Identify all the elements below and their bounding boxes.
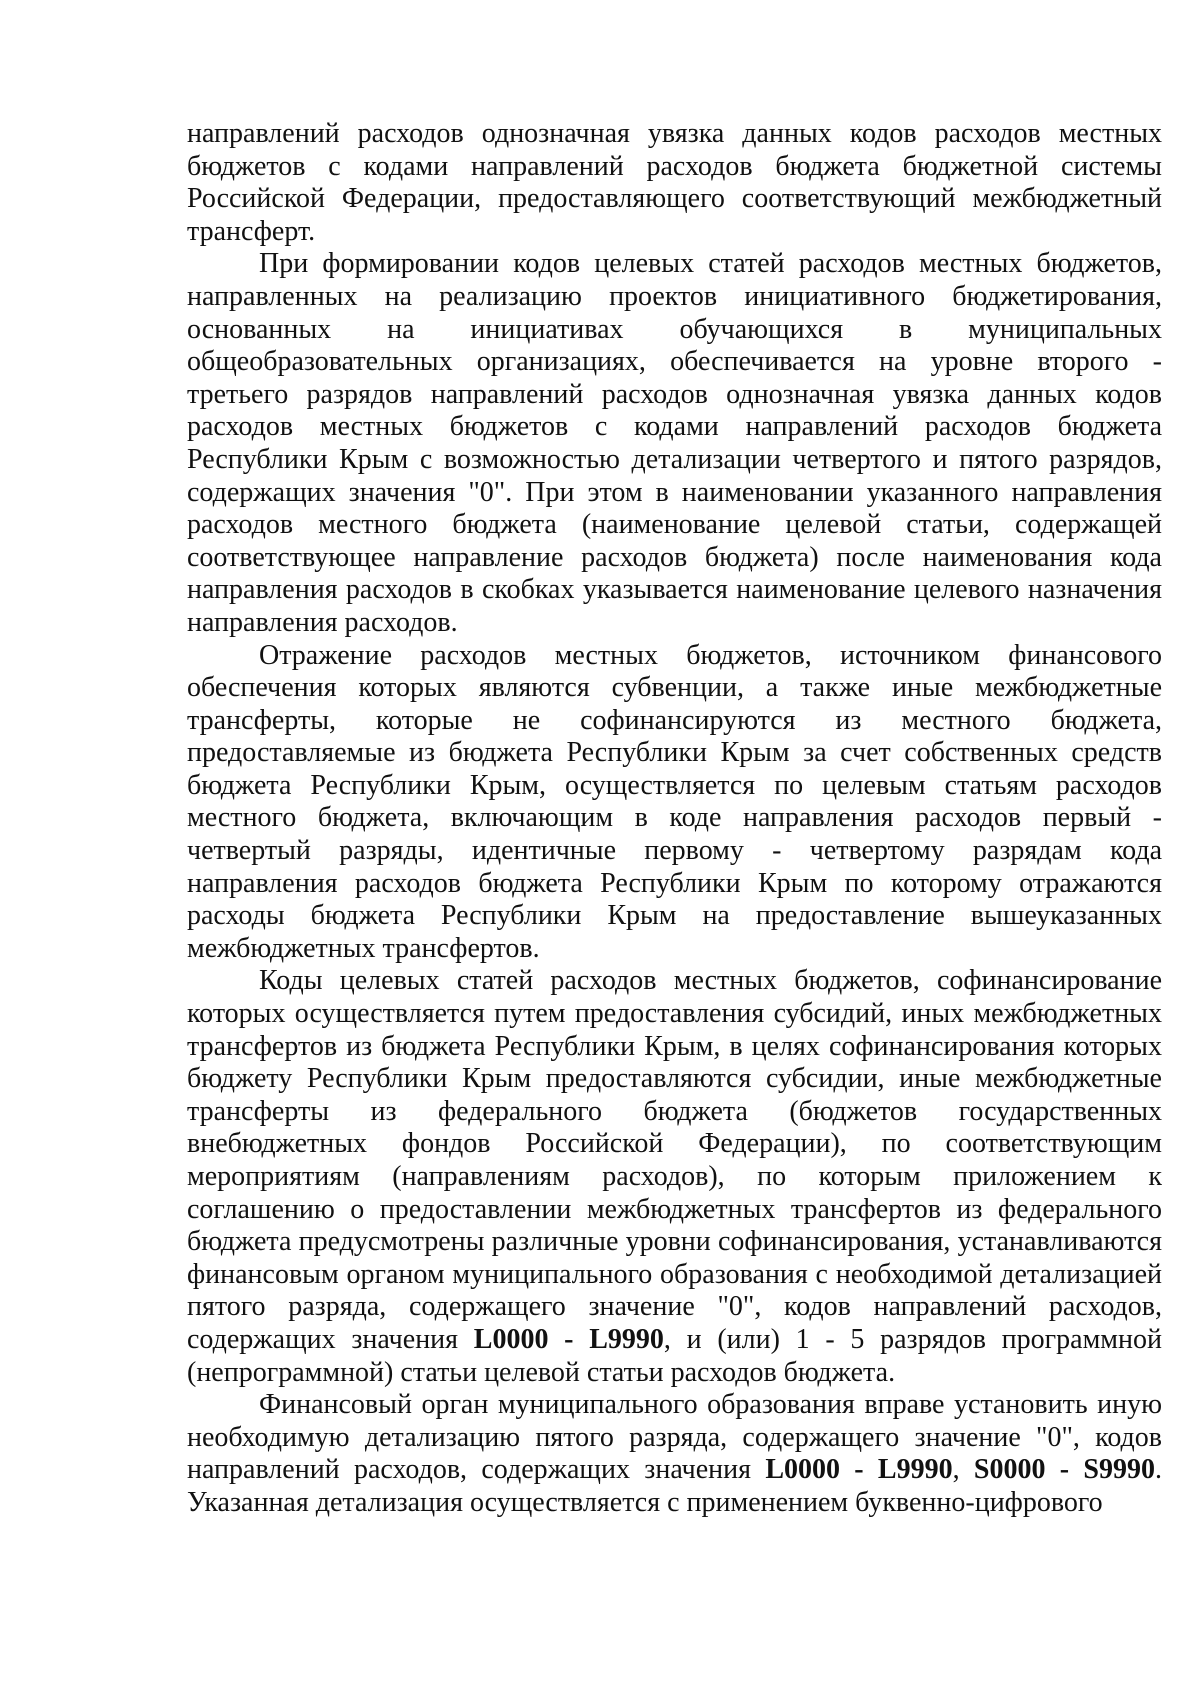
- code-range-l: L0000 - L9990: [765, 1454, 953, 1486]
- paragraph-text: Финансовый орган муниципального образования вправе установить иную необходимую детализацию пятого разряда, содержащего значение "0", кодов направлений расходов, содержащих значения: [187, 1389, 1162, 1486]
- separator: ,: [952, 1454, 974, 1486]
- paragraph-cofinancing-codes: [187, 965, 1162, 1389]
- code-range-l: L0000 - L9990: [473, 1323, 664, 1355]
- code-range-s: S0000 - S9990: [973, 1454, 1156, 1486]
- paragraph-text: Коды целевых статей расходов местных бюджетов, софинансирование которых осуществляется путем предоставления субсидий, иных межбюджетных трансфертов из бюджета Республики Крым, в целях софинансирования которых бюджету Республики Крым предоставляются субсидии, иные межбюджетные трансферты из федерального бюджета (бюджетов государственных внебюджетных фондов Российской Федерации), по соответствующим мероприятиям (направлениям расходов), по которым приложением к соглашению о предоставлении межбюджетных трансфертов из федерального бюджета предусмотрены различные уровни софинансирования, устанавливаются финансовым органом муниципального образования с необходимой детализацией пятого разряда, содержащего значение "0", кодов направлений расходов, содержащих значения: [187, 965, 1162, 1355]
- paragraph-continuation: направлений расходов однозначная увязка данных кодов расходов местных бюджетов с кодами направлений расходов бюджета бюджетной системы Российской Федерации, предоставляющего соответствующий межбюджетный трансферт.: [187, 118, 1162, 247]
- paragraph-text: . Указанная детализация осуществляется с применением буквенно-цифрового: [187, 1454, 1163, 1518]
- paragraph-initiative-budgeting: При формировании кодов целевых статей расходов местных бюджетов, направленных на реализацию проектов инициативного бюджетирования, основанных на инициативах обучающихся в муниципальных общеобразовательных организациях, обеспечивается на уровне второго - третьего разрядов направлений расходов однозначная увязка данных кодов расходов местных бюджетов с кодами направлений расходов бюджета Республики Крым с возможностью детализации четвертого и пятого разрядов, содержащих значения "0". При этом в наименовании указанного направления расходов местного бюджета (наименование целевой статьи, содержащей соответствующее направление расходов бюджета) после наименования кода направления расходов в скобках указывается наименование целевого назначения направления расходов.: [187, 248, 1162, 638]
- document-page: [187, 118, 1162, 1520]
- paragraph-financial-body: [187, 1389, 1162, 1519]
- paragraph-text: , и (или) 1 - 5 разрядов программной (непрограммной) статьи целевой статьи расходов бюджета.: [187, 1323, 1162, 1388]
- paragraph-subventions: Отражение расходов местных бюджетов, источником финансового обеспечения которых являются субвенции, а также иные межбюджетные трансферты, которые не софинансируются из местного бюджета, предоставляемые из бюджета Республики Крым за счет собственных средств бюджета Республики Крым, осуществляется по целевым статьям расходов местного бюджета, включающим в коде направления расходов первый - четвертый разряды, идентичные первому - четвертому разрядам кода направления расходов бюджета Республики Крым по которому отражаются расходы бюджета Республики Крым на предоставление вышеуказанных межбюджетных трансфертов.: [187, 639, 1162, 964]
